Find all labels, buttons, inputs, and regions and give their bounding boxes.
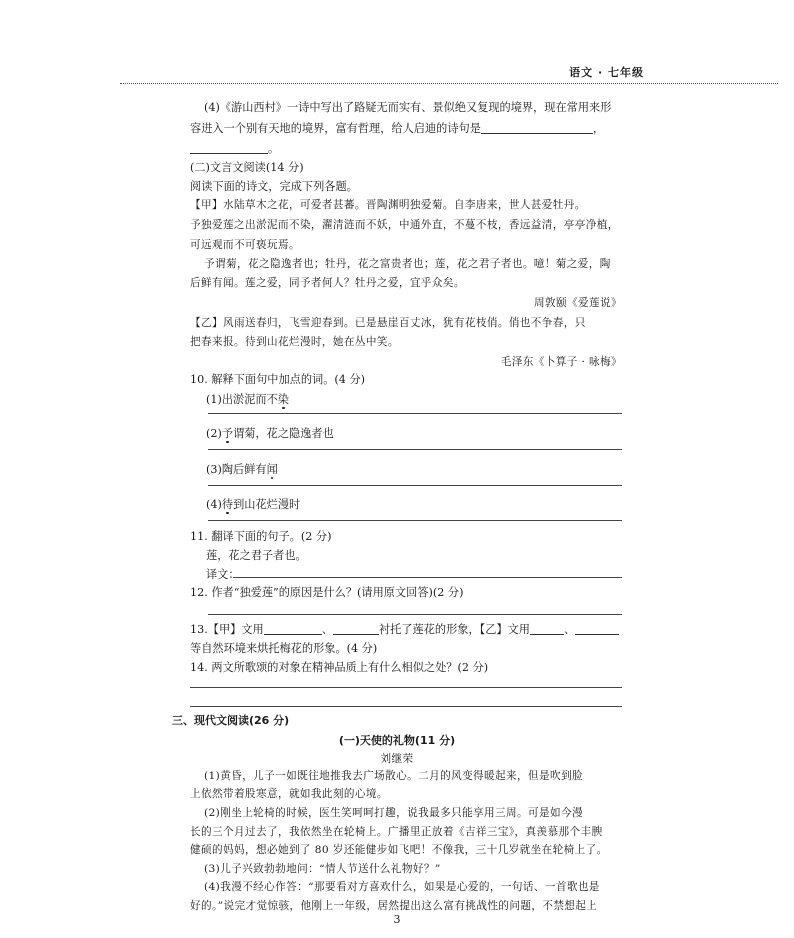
- q4-answer-blank-2[interactable]: [190, 140, 268, 154]
- q4-answer-blank-1[interactable]: [481, 120, 593, 134]
- article-para-line-4: 长的三个月过去了，我依然坐在轮椅上。广播里正放着《吉祥三宝》，真羡慕那个丰腴: [190, 826, 603, 838]
- article-para-line-3: (2)刚坐上轮椅的时候，医生笑呵呵打趣，说我最多只能享用三周。可是如今漫: [204, 807, 583, 819]
- q10-item-2-pre: (2): [206, 427, 222, 440]
- q12-answer-line[interactable]: [208, 614, 622, 615]
- jia-line-5: 后鲜有闻。莲之爱，同予者何人？牡丹之爱，宜乎众矣。: [190, 277, 465, 289]
- q13-blank-1[interactable]: [264, 621, 322, 635]
- q13-blank-2[interactable]: [333, 621, 379, 635]
- q14-title: 14. 两文所歌颂的对象在精神品质上有什么相似之处？(2 分): [190, 661, 489, 674]
- q13-sep-1: 、: [321, 623, 333, 636]
- jia-source: 周敦颐《爱莲说》: [534, 297, 622, 309]
- yi-source: 毛泽东《卜算子 · 咏梅》: [500, 356, 622, 368]
- q10-item-2-post: 谓菊，花之隐逸者也: [233, 427, 334, 440]
- article-para-line-6: (3)儿子兴致勃勃地问：“情人节送什么礼物好？”: [204, 863, 441, 875]
- jia-line-2: 予独爱莲之出淤泥而不染，濯清涟而不妖，中通外直，不蔓不枝，香远益清，亭亭净植，: [190, 219, 619, 231]
- q4-line2-text: 容进入一个别有天地的境界，富有哲理，给人启迪的诗句是: [190, 122, 481, 135]
- q10-answer-line-4[interactable]: [208, 520, 622, 521]
- section2-title: (二)文言文阅读(14 分): [190, 161, 304, 174]
- article-para-line-1: (1)黄昏，儿子一如既往地推我去广场散心。二月的风变得暖起来，但是吹到脸: [204, 770, 583, 782]
- q13-blank-4[interactable]: [575, 621, 619, 635]
- article-para-line-7: (4)我漫不经心作答：“那要看对方喜欢什么，如果是心爱的，一句话、一首歌也是: [204, 881, 600, 893]
- q10-item-3-dotted-word: 闻: [266, 463, 278, 476]
- q13-line1: [190, 619, 619, 640]
- article-para-line-5: 健硕的妈妈，想必她到了 80 岁还能健步如飞吧！不像我，三十几岁就坐在轮椅上了。: [190, 844, 608, 856]
- q11-sentence: 莲，花之君子者也。: [206, 549, 307, 562]
- q10-item-3-pre: (3)陶后鲜有: [206, 463, 267, 476]
- q13-text-1: 13.【甲】文用: [190, 623, 264, 636]
- q10-item-2-dotted-word: 予: [221, 427, 234, 440]
- article-title: (一)天使的礼物(11 分): [338, 734, 456, 747]
- q10-title: 10. 解释下面句中加点的词。(4 分): [190, 373, 366, 386]
- jia-line-3: 可远观而不可亵玩焉。: [190, 239, 300, 251]
- q10-item-1-dotted-word: 染: [277, 393, 289, 406]
- q12-title: 12. 作者“独爱莲”的原因是什么？(请用原文回答)(2 分): [190, 586, 464, 599]
- q10-item-4: [206, 494, 300, 515]
- header-dotted-rule: [120, 83, 778, 84]
- article-para-line-8: 好的。”说完才觉惊骇，他刚上一年级，居然提出这么富有挑战性的问题，不禁想起上: [190, 900, 598, 912]
- page-number: 3: [393, 913, 401, 926]
- yi-line-2: 把春来报。待到山花烂漫时，她在丛中笑。: [190, 336, 399, 348]
- q10-answer-line-3[interactable]: [208, 485, 622, 486]
- jia-line-1: 【甲】水陆草木之花，可爱者甚蕃。晋陶渊明独爱菊。自李唐来，世人甚爱牡丹。: [190, 199, 586, 211]
- q10-item-4-dotted-word: 待: [221, 498, 234, 511]
- q14-answer-line-2[interactable]: [190, 706, 622, 707]
- q4-line1: (4)《游山西村》一诗中写出了路疑无而实有、景似绝又复现的境界，现在常用来形: [204, 101, 612, 114]
- q13-line2: 等自然环境来烘托梅花的形象。(4 分): [190, 642, 378, 655]
- q10-item-3: [206, 459, 278, 480]
- yi-line-1: 【乙】风雨送春归，飞雪迎春到。已是悬崖百丈冰，犹有花枝俏。俏也不争春，只: [190, 317, 586, 329]
- q10-item-4-pre: (4): [206, 498, 222, 511]
- q13-text-2: 衬托了莲花的形象，【乙】文用: [378, 623, 530, 636]
- q14-answer-line-1[interactable]: [190, 687, 622, 688]
- q10-item-1-pre: (1)出淤泥而不: [206, 393, 278, 406]
- q4-comma: ，: [592, 122, 605, 135]
- q10-item-4-post: 到山花烂漫时: [233, 498, 301, 511]
- section3-title: 三、现代文阅读(26 分): [172, 714, 290, 727]
- q10-item-1: [206, 389, 289, 410]
- q10-item-2: [206, 423, 334, 444]
- section2-instruction: 阅读下面的诗文，完成下列各题。: [190, 180, 358, 193]
- q13-sep-2: 、: [563, 623, 576, 636]
- jia-line-4: 予谓菊，花之隐逸者也；牡丹，花之富贵者也；莲，花之君子者也。噫！菊之爱，陶: [204, 258, 611, 270]
- q11-answer-label: 译文：: [206, 568, 240, 581]
- article-para-line-2: 上依然带着股寒意，就如我此刻的心境。: [190, 788, 388, 800]
- q11-title: 11. 翻译下面的句子。(2 分): [190, 530, 332, 543]
- q4-line3: [190, 138, 279, 159]
- q10-answer-line-2[interactable]: [208, 449, 622, 450]
- q11-answer-line[interactable]: [233, 577, 622, 578]
- q4-period: 。: [268, 142, 280, 155]
- page-header-subject: 语文 · 七年级: [569, 66, 644, 79]
- q13-blank-3[interactable]: [530, 621, 564, 635]
- article-author: 刘继荣: [380, 753, 414, 765]
- q4-line2: [190, 118, 604, 139]
- q10-answer-line-1[interactable]: [208, 413, 622, 414]
